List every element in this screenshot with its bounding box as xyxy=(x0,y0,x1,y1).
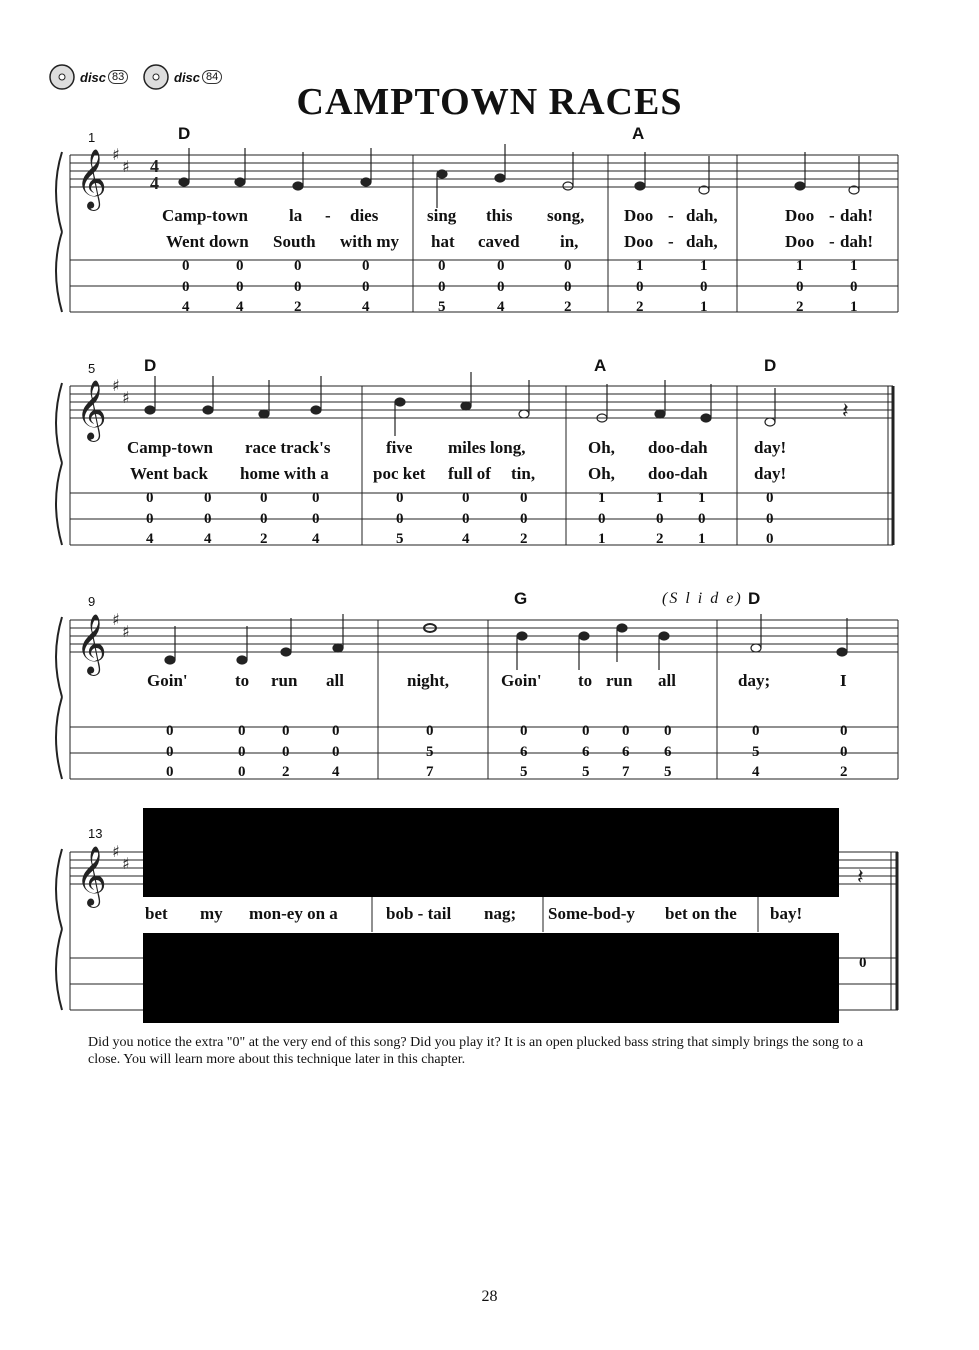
lyric: sing xyxy=(427,206,457,225)
measure-number: 9 xyxy=(88,594,96,609)
tab-number: 4 xyxy=(312,531,320,547)
tab-number: 0 xyxy=(312,490,320,506)
tab-number: 5 xyxy=(426,744,434,760)
lyric: poc ket xyxy=(373,464,426,483)
lyric: bet on the xyxy=(665,904,737,923)
tab-number: 1 xyxy=(698,490,706,506)
tab-number: 0 xyxy=(236,258,244,274)
tab-number: 1 xyxy=(598,490,606,506)
tab-number: 0 xyxy=(520,490,528,506)
chord-symbol: A xyxy=(632,124,645,143)
song-title: CAMPTOWN RACES xyxy=(296,81,683,123)
tab-number: 0 xyxy=(582,723,590,739)
lyric: Doo xyxy=(785,232,815,251)
lyric: all xyxy=(326,671,344,690)
chord-symbol: D xyxy=(178,124,191,143)
lyric: Some-bod-y xyxy=(548,904,635,923)
tab-number: 0 xyxy=(332,723,340,739)
treble-clef-icon: 𝄞 xyxy=(76,846,107,906)
disc-label: disc xyxy=(174,69,201,85)
lyric: hat xyxy=(431,232,455,251)
tab-number: 1 xyxy=(598,531,606,547)
tab-number: 0 xyxy=(520,723,528,739)
svg-text:♯: ♯ xyxy=(122,388,130,407)
tab-number: 0 xyxy=(312,511,320,527)
disc-label: disc xyxy=(80,69,107,85)
lyric: la xyxy=(289,206,303,225)
lyric: I xyxy=(840,671,847,690)
tab-number: 0 xyxy=(238,723,246,739)
tab-number: 0 xyxy=(622,723,630,739)
lyric: my xyxy=(200,904,223,923)
chord-symbol: D xyxy=(748,589,761,608)
measure-number: 5 xyxy=(88,361,96,376)
tab-number: 2 xyxy=(636,299,644,315)
tab-number: 0 xyxy=(462,490,470,506)
tab-number: 0 xyxy=(859,955,867,971)
tab-number: 2 xyxy=(294,299,302,315)
tab-number: 0 xyxy=(166,764,174,780)
lyric: with my xyxy=(340,232,400,251)
lyric: mon-ey on a xyxy=(249,904,338,923)
lyric: bet xyxy=(145,904,168,923)
tab-number: 0 xyxy=(656,511,664,527)
disc-track-number: 83 xyxy=(108,70,128,84)
lyric: run xyxy=(271,671,298,690)
tab-number: 0 xyxy=(752,723,760,739)
lyric: to xyxy=(235,671,250,690)
chord-symbol: G xyxy=(514,589,528,608)
tab-number: 0 xyxy=(766,531,774,547)
tab-number: 0 xyxy=(282,723,290,739)
tab-number: 0 xyxy=(396,490,404,506)
tab-number: 1 xyxy=(700,299,708,315)
svg-text:4: 4 xyxy=(150,156,159,176)
tab-number: 1 xyxy=(636,258,644,274)
tab-number: 0 xyxy=(564,258,572,274)
tab-number: 5 xyxy=(438,299,446,315)
tab-number: 7 xyxy=(622,764,630,780)
tab-number: 0 xyxy=(238,764,246,780)
lyric: full of xyxy=(448,464,491,483)
svg-text:♯: ♯ xyxy=(122,157,130,176)
tab-number: 0 xyxy=(766,511,774,527)
lyric: Goin' xyxy=(147,671,188,690)
tab-number: 0 xyxy=(564,279,572,295)
lyric: dah, xyxy=(686,232,718,251)
tab-number: 4 xyxy=(146,531,154,547)
lyric: this xyxy=(486,206,513,225)
tab-number: 4 xyxy=(497,299,505,315)
tab-number: 4 xyxy=(462,531,470,547)
lyric: day; xyxy=(738,671,771,690)
lyric: doo-dah xyxy=(648,438,708,457)
tab-number: 0 xyxy=(294,258,302,274)
redaction-block-bottom xyxy=(143,933,839,1023)
svg-text:♯: ♯ xyxy=(112,376,120,395)
tab-number: 0 xyxy=(796,279,804,295)
tab-number: 0 xyxy=(260,511,268,527)
tab-number: 0 xyxy=(182,258,190,274)
lyric: Doo xyxy=(624,206,654,225)
lyric: song, xyxy=(547,206,585,225)
svg-text:♯: ♯ xyxy=(112,145,120,164)
tab-number: 1 xyxy=(700,258,708,274)
lyric: day! xyxy=(754,438,787,457)
tab-number: 0 xyxy=(294,279,302,295)
lyric: Oh, xyxy=(588,464,615,483)
lyric: South xyxy=(273,232,316,251)
lyric: Doo xyxy=(624,232,654,251)
lyric: in, xyxy=(560,232,579,251)
tab-number: 2 xyxy=(520,531,528,547)
tab-number: 0 xyxy=(238,744,246,760)
tab-number: 0 xyxy=(362,279,370,295)
tab-number: 0 xyxy=(636,279,644,295)
slide-label: (S l i d e) xyxy=(662,590,743,607)
treble-clef-icon: 𝄞 xyxy=(76,380,107,440)
tab-number: 0 xyxy=(182,279,190,295)
lyric: bob - tail xyxy=(386,904,452,923)
measure-number: 13 xyxy=(88,826,103,841)
lyric: run xyxy=(606,671,633,690)
tab-number: 6 xyxy=(520,744,528,760)
tab-number: 7 xyxy=(426,764,434,780)
tab-number: 0 xyxy=(497,279,505,295)
tab-number: 0 xyxy=(462,511,470,527)
lyric: caved xyxy=(478,232,520,251)
lyric: five xyxy=(386,438,413,457)
tab-number: 5 xyxy=(396,531,404,547)
tab-number: 2 xyxy=(796,299,804,315)
tab-number: 6 xyxy=(664,744,672,760)
tab-number: 0 xyxy=(700,279,708,295)
lyric: Goin' xyxy=(501,671,542,690)
lyric: Camp-town xyxy=(127,438,213,457)
tab-number: 0 xyxy=(204,511,212,527)
tab-number: 0 xyxy=(840,744,848,760)
tab-number: 0 xyxy=(236,279,244,295)
lyric: - xyxy=(325,206,331,225)
tab-number: 2 xyxy=(260,531,268,547)
tab-number: 0 xyxy=(260,490,268,506)
lyric: nag; xyxy=(484,904,517,923)
tab-number: 0 xyxy=(497,258,505,274)
tab-number: 0 xyxy=(438,258,446,274)
lyric: Oh, xyxy=(588,438,615,457)
lyric: tin, xyxy=(511,464,536,483)
tab-number: 4 xyxy=(204,531,212,547)
lyric: all xyxy=(658,671,676,690)
quarter-rest-icon: 𝄽 xyxy=(842,399,849,424)
tab-number: 0 xyxy=(146,490,154,506)
tab-number: 1 xyxy=(656,490,664,506)
tab-number: 6 xyxy=(582,744,590,760)
tab-number: 2 xyxy=(840,764,848,780)
tab-number: 1 xyxy=(850,299,858,315)
tab-number: 0 xyxy=(166,744,174,760)
tab-number: 0 xyxy=(426,723,434,739)
staff-3 xyxy=(56,617,898,779)
lyric: to xyxy=(578,671,593,690)
tab-number: 0 xyxy=(840,723,848,739)
tab-number: 0 xyxy=(282,744,290,760)
lyric: home with a xyxy=(240,464,329,483)
tab-number: 0 xyxy=(664,723,672,739)
tab-number: 5 xyxy=(752,744,760,760)
tab-number: 0 xyxy=(598,511,606,527)
tab-number: 0 xyxy=(362,258,370,274)
chord-symbol: D xyxy=(764,356,777,375)
svg-text:♯: ♯ xyxy=(122,854,130,873)
tab-number: 0 xyxy=(850,279,858,295)
tab-number: 0 xyxy=(698,511,706,527)
lyric: - xyxy=(668,206,674,225)
tab-number: 0 xyxy=(766,490,774,506)
lyric: Went down xyxy=(166,232,249,251)
tab-number: 0 xyxy=(520,511,528,527)
tab-number: 4 xyxy=(332,764,340,780)
lyric: Went back xyxy=(130,464,208,483)
disc-track-number: 84 xyxy=(202,70,222,84)
tab-number: 2 xyxy=(564,299,572,315)
quarter-rest-icon: 𝄽 xyxy=(857,865,864,890)
tab-number: 2 xyxy=(282,764,290,780)
tab-number: 5 xyxy=(664,764,672,780)
lyric: miles long, xyxy=(448,438,526,457)
tab-number: 6 xyxy=(622,744,630,760)
chord-symbol: D xyxy=(144,356,157,375)
lyric: night, xyxy=(407,671,450,690)
tab-number: 2 xyxy=(656,531,664,547)
tab-number: 1 xyxy=(850,258,858,274)
tab-number: 0 xyxy=(146,511,154,527)
chord-symbol: A xyxy=(594,356,607,375)
tab-number: 0 xyxy=(438,279,446,295)
tab-number: 4 xyxy=(236,299,244,315)
tab-number: 0 xyxy=(204,490,212,506)
treble-clef-icon: 𝄞 xyxy=(76,614,107,674)
lyric: bay! xyxy=(770,904,803,923)
tab-number: 0 xyxy=(396,511,404,527)
page-number: 28 xyxy=(481,1288,498,1305)
tab-number: 5 xyxy=(520,764,528,780)
svg-text:♯: ♯ xyxy=(122,622,130,641)
lyric: day! xyxy=(754,464,787,483)
lyric: dah, xyxy=(686,206,718,225)
tab-number: 4 xyxy=(182,299,190,315)
measure-number: 1 xyxy=(88,130,96,145)
lyric: Camp-town xyxy=(162,206,248,225)
tab-number: 1 xyxy=(698,531,706,547)
lyric: - xyxy=(829,232,835,251)
lyric: doo-dah xyxy=(648,464,708,483)
tab-number: 1 xyxy=(796,258,804,274)
tab-number: 4 xyxy=(752,764,760,780)
lyric: dah! xyxy=(840,232,874,251)
lyric: - xyxy=(829,206,835,225)
lyric: dies xyxy=(350,206,379,225)
redaction-block-top xyxy=(143,808,839,897)
lyric: race track's xyxy=(245,438,331,457)
tab-number: 0 xyxy=(332,744,340,760)
tab-number: 0 xyxy=(166,723,174,739)
lyric: - xyxy=(668,232,674,251)
lyric: Doo xyxy=(785,206,815,225)
lyric: dah! xyxy=(840,206,874,225)
treble-clef-icon: 𝄞 xyxy=(76,149,107,209)
tab-number: 5 xyxy=(582,764,590,780)
footnote: Did you notice the extra "0" at the very end of this song? Did you play it? It is an open plucked bass string that simply brings the song to a close. You will learn more about this technique later in this chapter. xyxy=(88,1035,864,1067)
svg-text:4: 4 xyxy=(150,173,159,193)
tab-number: 4 xyxy=(362,299,370,315)
svg-text:♯: ♯ xyxy=(112,610,120,629)
svg-text:♯: ♯ xyxy=(112,842,120,861)
